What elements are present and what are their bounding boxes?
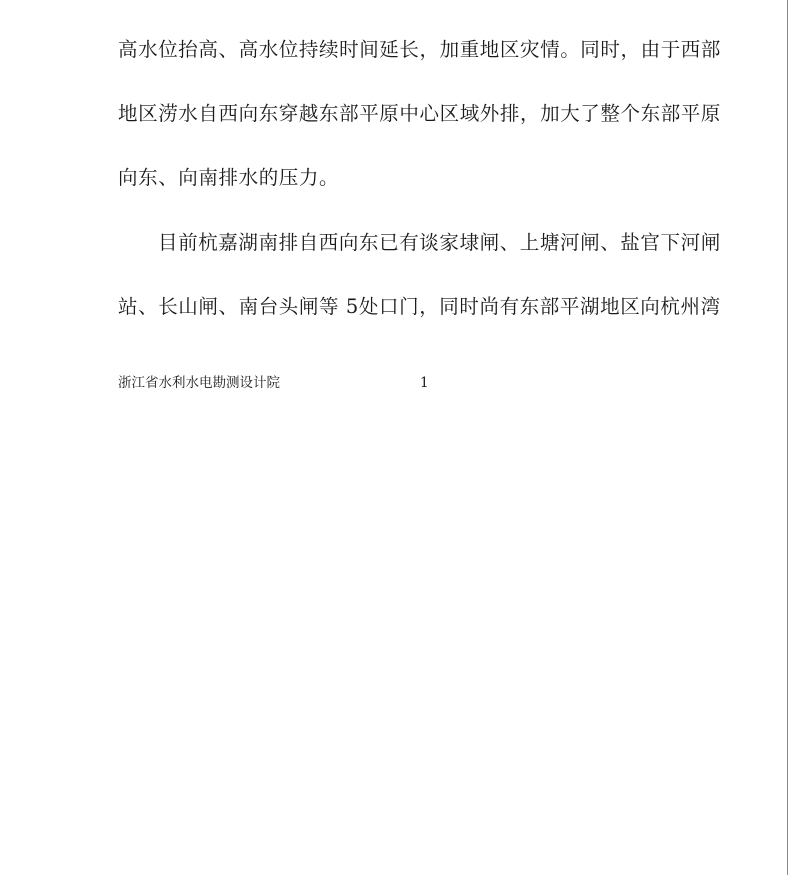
- body-text-line-2: 地区涝水自西向东穿越东部平原中心区域外排，加大了整个东部平原: [118, 102, 722, 125]
- page-edge-divider: [787, 0, 788, 875]
- footer-organization: 浙江省水利水电勘测设计院: [118, 375, 280, 391]
- body-text-line-1: 高水位抬高、高水位持续时间延长，加重地区灾情。同时，由于西部: [118, 38, 722, 61]
- body-text-line-5: 站、长山闸、南台头闸等 5处口门，同时尚有东部平湖地区向杭州湾: [118, 295, 721, 318]
- body-text-line-3: 向东、向南排水的压力。: [118, 166, 340, 189]
- footer-page-number: 1: [420, 375, 429, 391]
- body-text-line-4: 目前杭嘉湖南排自西向东已有谈家埭闸、上塘河闸、盐官下河闸: [158, 231, 721, 254]
